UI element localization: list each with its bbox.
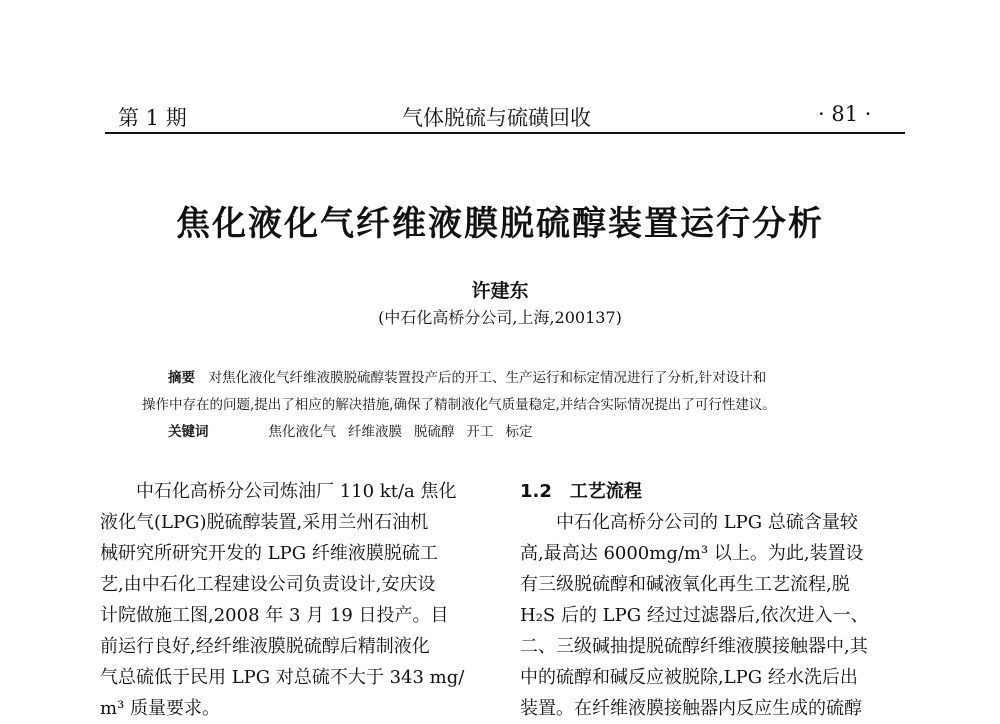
abstract-line-1	[168, 366, 766, 386]
abstract-label: 摘要	[168, 370, 195, 386]
journal-name: 气体脱硫与硫磺回收	[402, 106, 591, 130]
keyword: 焦化液化气	[268, 424, 336, 440]
body-line: 气总硫低于民用 LPG 对总硫不大于 343 mg/	[100, 667, 465, 688]
issue-number: 第 1 期	[118, 106, 187, 130]
left-column	[100, 476, 490, 724]
abstract-text-1: 对焦化液化气纤维液膜脱硫醇装置投产后的开工、生产运行和标定情况进行了分析,针对设计和	[208, 370, 767, 386]
right-column	[520, 476, 910, 724]
body-line: 前运行良好,经纤维液膜脱硫醇后精制液化	[100, 636, 430, 657]
body-line: H₂S 后的 LPG 经过过滤器后,依次进入一、	[520, 605, 869, 626]
author-affiliation: (中石化高桥分公司,上海,200137)	[378, 308, 622, 327]
keywords-label: 关键词	[168, 424, 209, 440]
keyword: 标定	[505, 424, 533, 440]
body-line: 艺,由中石化工程建设公司负责设计,安庆设	[100, 574, 436, 595]
header-rule	[105, 132, 905, 134]
author-name: 许建东	[471, 280, 529, 302]
paper-title: 焦化液化气纤维液膜脱硫醇装置运行分析	[176, 204, 824, 244]
body-line: 中石化高桥分公司炼油厂 110 kt/a 焦化	[100, 481, 457, 502]
section-heading: 1.2 工艺流程	[520, 481, 642, 502]
page-number: · 81 ·	[818, 102, 872, 126]
body-line: 液化气(LPG)脱硫醇装置,采用兰州石油机	[100, 512, 429, 533]
keyword: 脱硫醇	[414, 424, 455, 440]
keyword: 纤维液膜	[348, 424, 402, 440]
body-line: 有三级脱硫醇和碱液氧化再生工艺流程,脱	[520, 574, 850, 595]
body-line: 中石化高桥分公司的 LPG 总硫含量较	[520, 512, 858, 533]
abstract-line-2: 操作中存在的问题,提出了相应的解决措施,确保了精制液化气质量稳定,并结合实际情况提出了可行性建议。	[142, 397, 776, 413]
body-line: 中的硫醇和碱反应被脱除,LPG 经水洗后出	[520, 667, 858, 688]
body-line: 装置。在纤维液膜接触器内反应生成的硫醇	[520, 698, 862, 719]
body-line: 计院做施工图,2008 年 3 月 19 日投产。目	[100, 605, 449, 626]
body-line: m³ 质量要求。	[100, 698, 221, 719]
keywords	[168, 420, 545, 440]
body-line: 高,最高达 6000mg/m³ 以上。为此,装置设	[520, 543, 864, 564]
keyword: 开工	[466, 424, 494, 440]
body-line: 械研究所研究开发的 LPG 纤维液膜脱硫工	[100, 543, 438, 564]
body-line: 二、三级碱抽提脱硫醇纤维液膜接触器中,其	[520, 636, 868, 657]
